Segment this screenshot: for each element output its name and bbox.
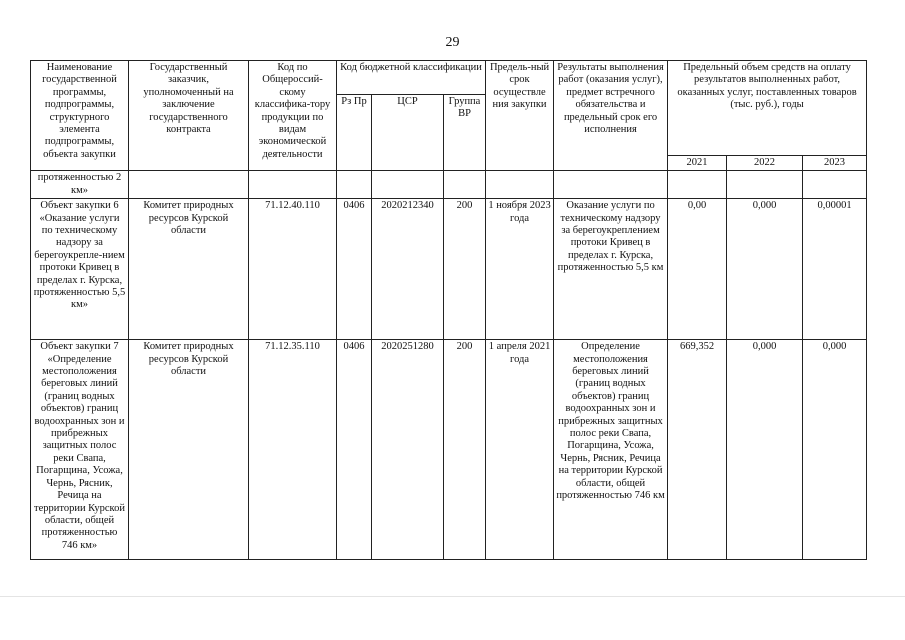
row-vr: 200 xyxy=(444,199,486,340)
row-csr: 2020251280 xyxy=(372,340,444,560)
row-result: Определение местоположения береговых линий (границ водных объектов) границ водоохранных зон и прибрежных защитных полос реки Свапа, Погарщина, Усожа, Чернь, Рясник, Речица на территории Курской области, общей протяженностью 746 км xyxy=(554,340,668,560)
row-okpd: 71.12.40.110 xyxy=(249,199,337,340)
header-year-2022: 2022 xyxy=(727,156,803,171)
row-2022: 0,000 xyxy=(727,340,803,560)
row-2023: 0,00001 xyxy=(803,199,867,340)
header-name: Наименование государственной программы, подпрограммы, структурного элемента подпрограммы, объекта закупки xyxy=(31,61,129,171)
row-csr: 2020212340 xyxy=(372,199,444,340)
row-name: Объект закупки 6 «Оказание услуги по техническому надзору за берегоукрепле-нием протоки Кривец в пределах г. Курска, протяженностью 5,5 км» xyxy=(31,199,129,340)
procurement-table xyxy=(30,60,867,560)
header-results: Результаты выполнения работ (оказания услуг), предмет встречного обязательства и предельный срок его исполнения xyxy=(554,61,668,171)
row-okpd: 71.12.35.110 xyxy=(249,340,337,560)
row-rz-pr: 0406 xyxy=(337,340,372,560)
header-csr: ЦСР xyxy=(372,95,444,171)
row-2021: 669,352 xyxy=(668,340,727,560)
row-result: Оказание услуги по техническому надзору за берегоукреплением протоки Кривец в пределах г. Курска, протяженностью 5,5 км xyxy=(554,199,668,340)
header-year-2021: 2021 xyxy=(668,156,727,171)
header-customer: Государственный заказчик, уполномоченный на заключение государственного контракта xyxy=(129,61,249,171)
table-row xyxy=(31,199,867,340)
row-name: Объект закупки 7 «Определение местоположения береговых линий (границ водных объектов) границ водоохранных зон и прибрежных защитных полос реки Свапа, Погарщина, Усожа, Чернь, Рясник, Речица на территории Курской области, общей протяженностью 746 км» xyxy=(31,340,129,560)
row-deadline: 1 апреля 2021 года xyxy=(486,340,554,560)
header-deadline: Предель-ный срок осуществле ния закупки xyxy=(486,61,554,171)
header-limit: Предельный объем средств на оплату результатов выполненных работ, оказанных услуг, поставленных товаров (тыс. руб.), годы xyxy=(668,61,867,156)
row-2021: 0,00 xyxy=(668,199,727,340)
carry-over-row xyxy=(31,171,867,199)
page-number: 29 xyxy=(445,35,460,50)
row-2023: 0,000 xyxy=(803,340,867,560)
header-group-vr: Группа ВР xyxy=(444,95,486,171)
row-deadline: 1 ноября 2023 года xyxy=(486,199,554,340)
header-okpd: Код по Общероссий-скому классифика-тору продукции по видам экономической деятельности xyxy=(249,61,337,171)
row-customer: Комитет природных ресурсов Курской области xyxy=(129,340,249,560)
scan-edge-line xyxy=(0,596,905,597)
header-budget-code: Код бюджетной классификации xyxy=(337,61,486,95)
row-2022: 0,000 xyxy=(727,199,803,340)
table-row xyxy=(31,340,867,560)
row-customer: Комитет природных ресурсов Курской области xyxy=(129,199,249,340)
carry-over-text: протяженностью 2 км» xyxy=(31,171,129,199)
row-rz-pr: 0406 xyxy=(337,199,372,340)
row-vr: 200 xyxy=(444,340,486,560)
header-rz-pr: Рз Пр xyxy=(337,95,372,171)
header-year-2023: 2023 xyxy=(803,156,867,171)
